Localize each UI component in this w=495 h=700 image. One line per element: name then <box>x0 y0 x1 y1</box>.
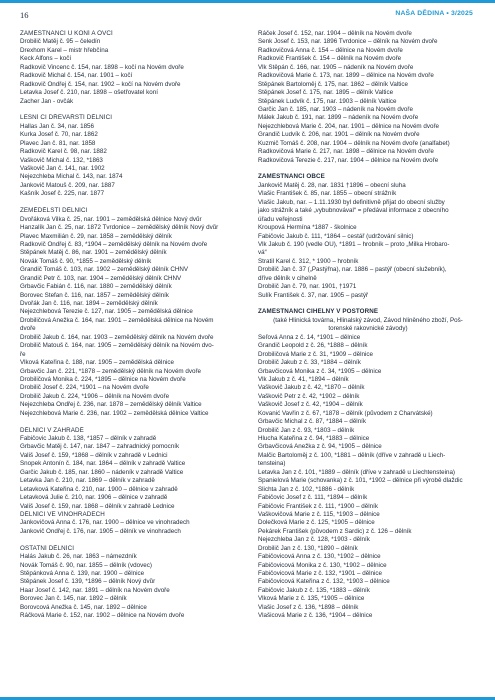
text-line: Nejezchleba Jan z č. 128, *1903 - dělník <box>258 536 370 544</box>
text-line: Borovcová Anežka č. 145, nar. 1892 – dělnice <box>20 603 147 611</box>
text-line: Drobilič Jan č. 37 („Pastýřna), nar. 1886 – pastýř (obecní služebník), <box>258 266 447 274</box>
section-heading: DĚLNÍCI V ZAHRADĚ <box>20 426 84 434</box>
text-line: Štěpánek Bartoloměj č. 175, nar. 1862 – dělník Valtice <box>258 80 408 88</box>
text-line: Novák Tomáš č. 90, nar. 1855 – dělník (vdovec) <box>20 561 152 569</box>
text-line: Drobilič Jan z č. 130, *1890 – dělník <box>258 544 358 552</box>
spacer <box>20 199 248 207</box>
text-line: Drobilič Jakub č. 224, *1906 – dělník na Novém dvoře <box>20 392 170 400</box>
text-line: Nejezchlebová Marie č. 204, nar. 1901 – dělnice na Novém dvoře <box>258 122 440 130</box>
section-heading: ZEMĚDĚLŠTÍ DĚLNÍCI <box>20 207 88 215</box>
text-line: Letavková Kateřina č. 210, nar. 1900 – dělnice v zahradě <box>20 485 178 493</box>
text-line: Grbavčic Matěj č. 147, nar. 1847 – zahradnický pomocník <box>20 443 180 451</box>
text-line: Vlková Marie z č. 135, *1905 – dělnice <box>258 595 365 603</box>
text-line: Hlucha Kateřina z č. 94, *1883 – dělnice <box>258 435 370 443</box>
text-line: vá“ <box>258 249 267 257</box>
text-line: Šlichta Jan z č. 102, *1886 - dělník <box>258 485 355 493</box>
text-line: Fabičovic Josef z č. 111, *1894 – dělník <box>258 494 368 502</box>
text-line: Nejezchleba Ondřej č. 236, nar. 1878 – zemědělský dělník Valtice <box>20 401 202 409</box>
text-line: Šenk Josef č. 153, nar. 1896 Tvrdonice – dělník na Novém dvoře <box>258 38 438 46</box>
text-line: Radkovič Michal č. 154, nar. 1901 – kočí <box>20 72 133 80</box>
text-line: ře <box>20 350 26 358</box>
text-line: Fabičovic Jakub č. 111, *1864 – cestář (udržování silnic) <box>258 232 414 240</box>
text-line: Radkovič Vincenc č. 154, nar. 1898 – kočí na Novém dvoře <box>20 63 184 71</box>
text-line: Letavková Julie č. 210, nar. 1906 – dělnice v zahradě <box>20 494 168 502</box>
text-line: Plavec Maxmilián č. 29, nar. 1858 – zemědělský dělník <box>20 232 172 240</box>
spacer <box>258 165 478 173</box>
text-line: Vaškovič Jan č. 141, nar. 1902 <box>20 165 105 172</box>
section-heading: ZAMĚSTNANCI OBCE <box>258 173 325 181</box>
text-line: Pekárek František (původem z Šardic) z č. 126 – dělník <box>258 527 412 535</box>
text-line: Kuzmič Tomáš č. 208, nar. 1904 – dělník na Novém dvoře (analfabet) <box>258 139 450 147</box>
text-line: Štěpánková Anna č. 139, nar. 1900 – dělnice <box>20 570 145 577</box>
text-line: Jankovič Matěj č. 28, nar. 1831 †1896 – obecní sluha <box>258 181 406 189</box>
text-line: Fabičovicová Marie z č. 132, *1901 – dělnice <box>258 570 383 578</box>
text-line: Zacher Jan - ovčák <box>20 97 74 105</box>
section-heading: ZAMĚSTNANCI U KONÍ A OVCÍ <box>20 30 113 37</box>
text-line: Fabičovicová Kateřina z č. 132, *1903 – dělnice <box>258 578 390 586</box>
text-line: Drobilič Matouš č. 164, nar. 1905 – zemědělský dělník na Novém dvo- <box>20 342 214 350</box>
text-line: Stratil Karel č. 312, * 1900 – hrobník <box>258 257 359 265</box>
text-line: Radkovič Karel č. 98, nar. 1882 <box>20 148 107 156</box>
text-line: Kašník Josef č. 225, nar. 1877 <box>20 190 105 198</box>
text-line: Fabičovic František z č. 111, *1900 – dělník <box>258 502 378 510</box>
text-line: Drobiličová Anežka č. 164, nar. 1901 – zemědělská dělnice na Novém <box>20 316 214 324</box>
text-line: Šeľová Anna z č. 14, *1901 – dělnice <box>258 333 361 341</box>
text-line: Letavka Josef č. 210, nar. 1898 – ošetřovatel koní <box>20 89 158 97</box>
text-line: Vlašic Jakub, nar. – 1.11.1930 byl definitivně přijat do obecní služby <box>258 198 445 206</box>
text-line: Kovanić Vavřin z č. 67, *1878 – dělník (původem z Charvátské) <box>258 409 433 417</box>
text-line: Borovec Štefan č. 116, nar. 1857 – zemědělský dělník <box>20 291 169 299</box>
text-line: Fabičovic Jakub z č. 135, *1883 – dělník <box>258 586 370 594</box>
text-line: Novák Tomáš č. 90, *1855 – zemědělský dělník <box>20 257 152 265</box>
text-line: Ráčková Marie č. 152, nar. 1902 – dělnice na Novém dvoře <box>20 612 185 620</box>
text-line: Ráček Josef č. 152, nar. 1904 – dělník na Novém dvoře <box>258 30 412 37</box>
text-line: Dolečková Marie z č. 125, *1905 – dělnice <box>258 519 375 527</box>
section-heading: ZAMĚSTNANCI CIHELNY V POŠTORNÉ <box>258 308 379 316</box>
text-line: Vaškovič Petr z č. 42, *1902 – dělník <box>258 392 360 400</box>
text-line: Vlk Štěpán č. 166, nar. 1905 – nádeník na Novém dvoře <box>258 63 414 71</box>
text-line: Keck Alfons – kočí <box>20 55 72 63</box>
text-line: Radkovičová Terezie č. 217, nar. 1904 – dělnice na Novém dvoře <box>258 156 439 164</box>
text-line: Kurka Josef č. 70, nar. 1862 <box>20 131 98 139</box>
text-line: dvoře <box>20 325 36 333</box>
text-line: Radkovičová Marie č. 217, nar. 1898 – dělnice na Novém dvoře <box>258 148 434 156</box>
text-line: Nejezchlebová Terezie č. 127, nar. 1905 – zemědělská dělnice <box>20 308 193 316</box>
text-line: Drexhom Karel – mistr hřebčína <box>20 46 109 54</box>
text-line: Grbavčicová Monika z č. 34, *1905 – dělnice <box>258 367 382 375</box>
text-line: Šulík František č. 37, nar. 1905 – pastýř <box>258 291 369 299</box>
spacer <box>20 418 248 426</box>
text-line: Drobilič Jan č. 79, nar. 1901, †1971 <box>258 283 357 291</box>
text-line: Letavka Jan z č. 101, *1889 – dělník (dříve v zahradě u Liechtensteina) <box>258 468 455 476</box>
text-line: Štěpánek Matěj č. 86, nar. 1901 – zemědělský dělník <box>20 249 167 257</box>
text-line: Radkovičová Anna č. 154 – dělnice na Novém dvoře <box>258 46 403 54</box>
text-line: Nejezchleba Michal č. 143, nar. 1874 <box>20 173 123 181</box>
section-heading: LESNÍ ČI DŘEVAŘSTÍ DĚLNÍCI <box>20 114 113 122</box>
text-line: Garčic Jan č. 185, nar. 1903 – nádeník na Novém dvoře <box>258 105 413 113</box>
text-line: Radkovič František č. 154 – dělník na Novém dvoře <box>258 55 402 63</box>
page-number: 16 <box>20 10 29 20</box>
right-column <box>258 30 478 621</box>
spacer <box>20 106 248 114</box>
publication-issue: NAŠA DĚDINA • 3/2025 <box>395 10 473 17</box>
text-line: Letavka Jan č. 210, nar. 1869 – dělník v zahradě <box>20 477 155 485</box>
text-line: Grbavčic Fabián č. 116, nar. 1880 – zemědělský dělník <box>20 283 172 291</box>
text-line: Vaškovič Jakub z č. 42, *1870 – dělník <box>258 384 365 392</box>
text-line: Drobilič Josef č. 224, *1901 – na Novém dvoře <box>20 384 149 392</box>
text-line: Štěpánek Josef č. 139, *1896 – dělník Nový dvůr <box>20 578 156 586</box>
text-line: Fabičovicová Monika z č. 130, *1902 – dělnice <box>258 561 387 569</box>
section-heading: OSTATNÍ DĚLNÍCI <box>20 544 75 552</box>
text-line: úřadu veřejnosti <box>258 215 303 223</box>
section-heading: DĚLNÍCI VE VINOHRADECH <box>20 510 105 518</box>
text-line: Halás Jakub č. 26, nar. 1863 – námezdník <box>20 553 137 561</box>
text-line: Šnopek Antonín č. 184, nar. 1864 – dělník v zahradě Valtice <box>20 460 186 468</box>
text-line: Vlašic František č. 85, nar. 1855 – obecní strážník <box>258 190 397 198</box>
spacer <box>20 536 248 544</box>
text-line: Radkovič Ondřej č. 154, nar. 1902 – kočí na Novém dvoře <box>20 80 181 88</box>
text-line: Kroupová Hermína *1887 - školnice <box>258 224 357 232</box>
text-line: Jankovič Matouš č. 209, nar. 1887 <box>20 181 115 189</box>
text-line: Vlk Jakub z č. 41, *1894 – dělník <box>258 375 349 383</box>
text-line: Štěpánek Josef č. 175, nar. 1895 – dělník Valtice <box>258 89 394 97</box>
text-line: Vališ Josef č. 159, *1868 – dělník v zahradě v Lednici <box>20 451 168 459</box>
left-column <box>20 30 248 621</box>
text-line: Jankovičová Anna č. 176, nar. 1900 – dělnice ve vinohradech <box>20 519 190 527</box>
text-line: Dvořák Jan č. 116, nar. 1894 – zemědělský dělník <box>20 300 158 307</box>
text-line: Plavec Jan č. 81, nar. 1858 <box>20 139 96 147</box>
text-line: Grbavčic Jan č. 221, *1878 – zemědělský dělník na Novém dvoře <box>20 367 201 375</box>
text-line: Vaškovičová Marie z č. 115, *1903 – dělnice <box>258 510 380 518</box>
text-line: Štěpánek Ludvík č. 175, nar. 1903 – dělník Valtice <box>258 97 397 105</box>
text-line: Radkovič Ondřej č. 83, *1904 – zemědělský dělník na Novém dvoře <box>20 240 208 248</box>
text-line: Vlašicová Marie z č. 136, *1904 – dělnice <box>258 612 373 620</box>
text-line: Vlk Jakub č. 190 (vedle OÚ), *1891 – hrobník – proto „Milka Hrobaro- <box>258 240 450 248</box>
text-line: Málek Jakub č. 191, nar. 1899 – nádeník na Novém dvoře <box>258 114 419 122</box>
text-line: dříve dělník v cihelně <box>258 274 317 282</box>
text-line: tensteina) <box>258 460 286 468</box>
text-line: Grbavčicová Anežka z č. 94, *1905 – dělnice <box>258 443 382 451</box>
text-line: Grbavčic Michal z č. 87, *1884 – dělník <box>258 418 367 426</box>
spacer <box>258 300 478 308</box>
text-line: Jankovič Ondřej č. 176, nar. 1905 – dělník ve vinohradech <box>20 527 181 535</box>
text-line: Borovec Jan č. 145, nar. 1892 – dělník <box>20 595 127 603</box>
text-line: Radkovičová Marie č. 173, nar. 1899 – dělnice na Novém dvoře <box>258 72 434 80</box>
text-line: Nejezchlebová Marie č. 236, nar. 1902 – zemědělská dělnice Valtice <box>20 409 209 417</box>
text-line: Drobiličová Monika č. 224, *1895 – dělnice na Novém dvoře <box>20 375 186 383</box>
text-line: Grandič Tomáš č. 103, nar. 1902 – zemědělský dělník CHNV <box>20 266 189 274</box>
text-line: Grandič Petr č. 103, nar. 1904 – zemědělský dělník CHNV <box>20 274 182 282</box>
text-line: Malčic Bartoloměj z č. 100, *1881 – dělník (dříve v zahradě u Liech- <box>258 451 446 459</box>
text-line: Vališ Josef č. 159, nar. 1868 – dělník v zahradě Lednice <box>20 502 175 510</box>
text-line: Drobiličová Marie z č. 31, *1909 – dělnice <box>258 350 373 358</box>
text-line: Vaškovič Josef z č. 42, *1904 – dělník <box>258 401 363 409</box>
page-header <box>20 10 473 22</box>
text-line: Garčic Jakub č. 185, nar. 1860 – nádeník v zahradě Valtice <box>20 468 184 476</box>
text-line: Španielová Marie (schovanka) z č. 101, *1902 – dělnice při výrobě dlaždic <box>258 477 463 485</box>
text-line: Drobilič Jan z č. 93, *1803 – dělník <box>258 426 355 434</box>
text-line: Grandič Ludvík č. 206, nar. 1901 – dělník na Novém dvoře <box>258 131 420 139</box>
text-line: Hallas Jan č. 34, nar. 1856 <box>20 122 95 130</box>
text-line: Hanzalík Jan č. 25, nar. 1872 Tvrdonice – zemědělský dělník Nový dvůr <box>20 224 219 232</box>
text-line: Vaškovič Michal č. 132, *1863 <box>20 156 103 164</box>
text-line: Dvořáková Vilka č. 25, nar. 1901 – zemědělská dělnice Nový dvůr <box>20 215 202 223</box>
text-line: Drobilič Jakub č. 164, nar. 1903 – zemědělský dělník na Novém dvoře <box>20 333 214 341</box>
text-line: Drobilič Jakub z č. 33, *1884 – dělník <box>258 359 361 367</box>
text-line: Fabičovicová Anna z č. 130, *1902 – dělnice <box>258 553 381 561</box>
text-line: Vlková Kateřina č. 188, nar. 1905 – zemědělská dělnice <box>20 359 174 367</box>
text-line: jako strážník a také „vybubnovával“ = předával informace z obecního <box>258 207 449 215</box>
top-accent-bar <box>0 0 495 3</box>
text-line: Fabičovic Jakub č. 138, *1857 – dělník v zahradě <box>20 435 157 442</box>
text-line: Drobilič Matěj č. 95 – čeledín <box>20 38 101 46</box>
text-line: Vlašic Josef z č. 136, *1898 – dělník <box>258 603 359 611</box>
text-line: Grandič Leopold z č. 26, *1888 – dělník <box>258 342 368 350</box>
text-line: Haar Josef č. 142, nar. 1891 – dělník na Novém dvoře <box>20 586 170 594</box>
section-subtitle: (také Hlinická továrna, Hlinalský závod, Závod hliněného zboží, Poš- <box>273 316 463 324</box>
section-subtitle: torenské rakovnické závody) <box>328 325 408 333</box>
